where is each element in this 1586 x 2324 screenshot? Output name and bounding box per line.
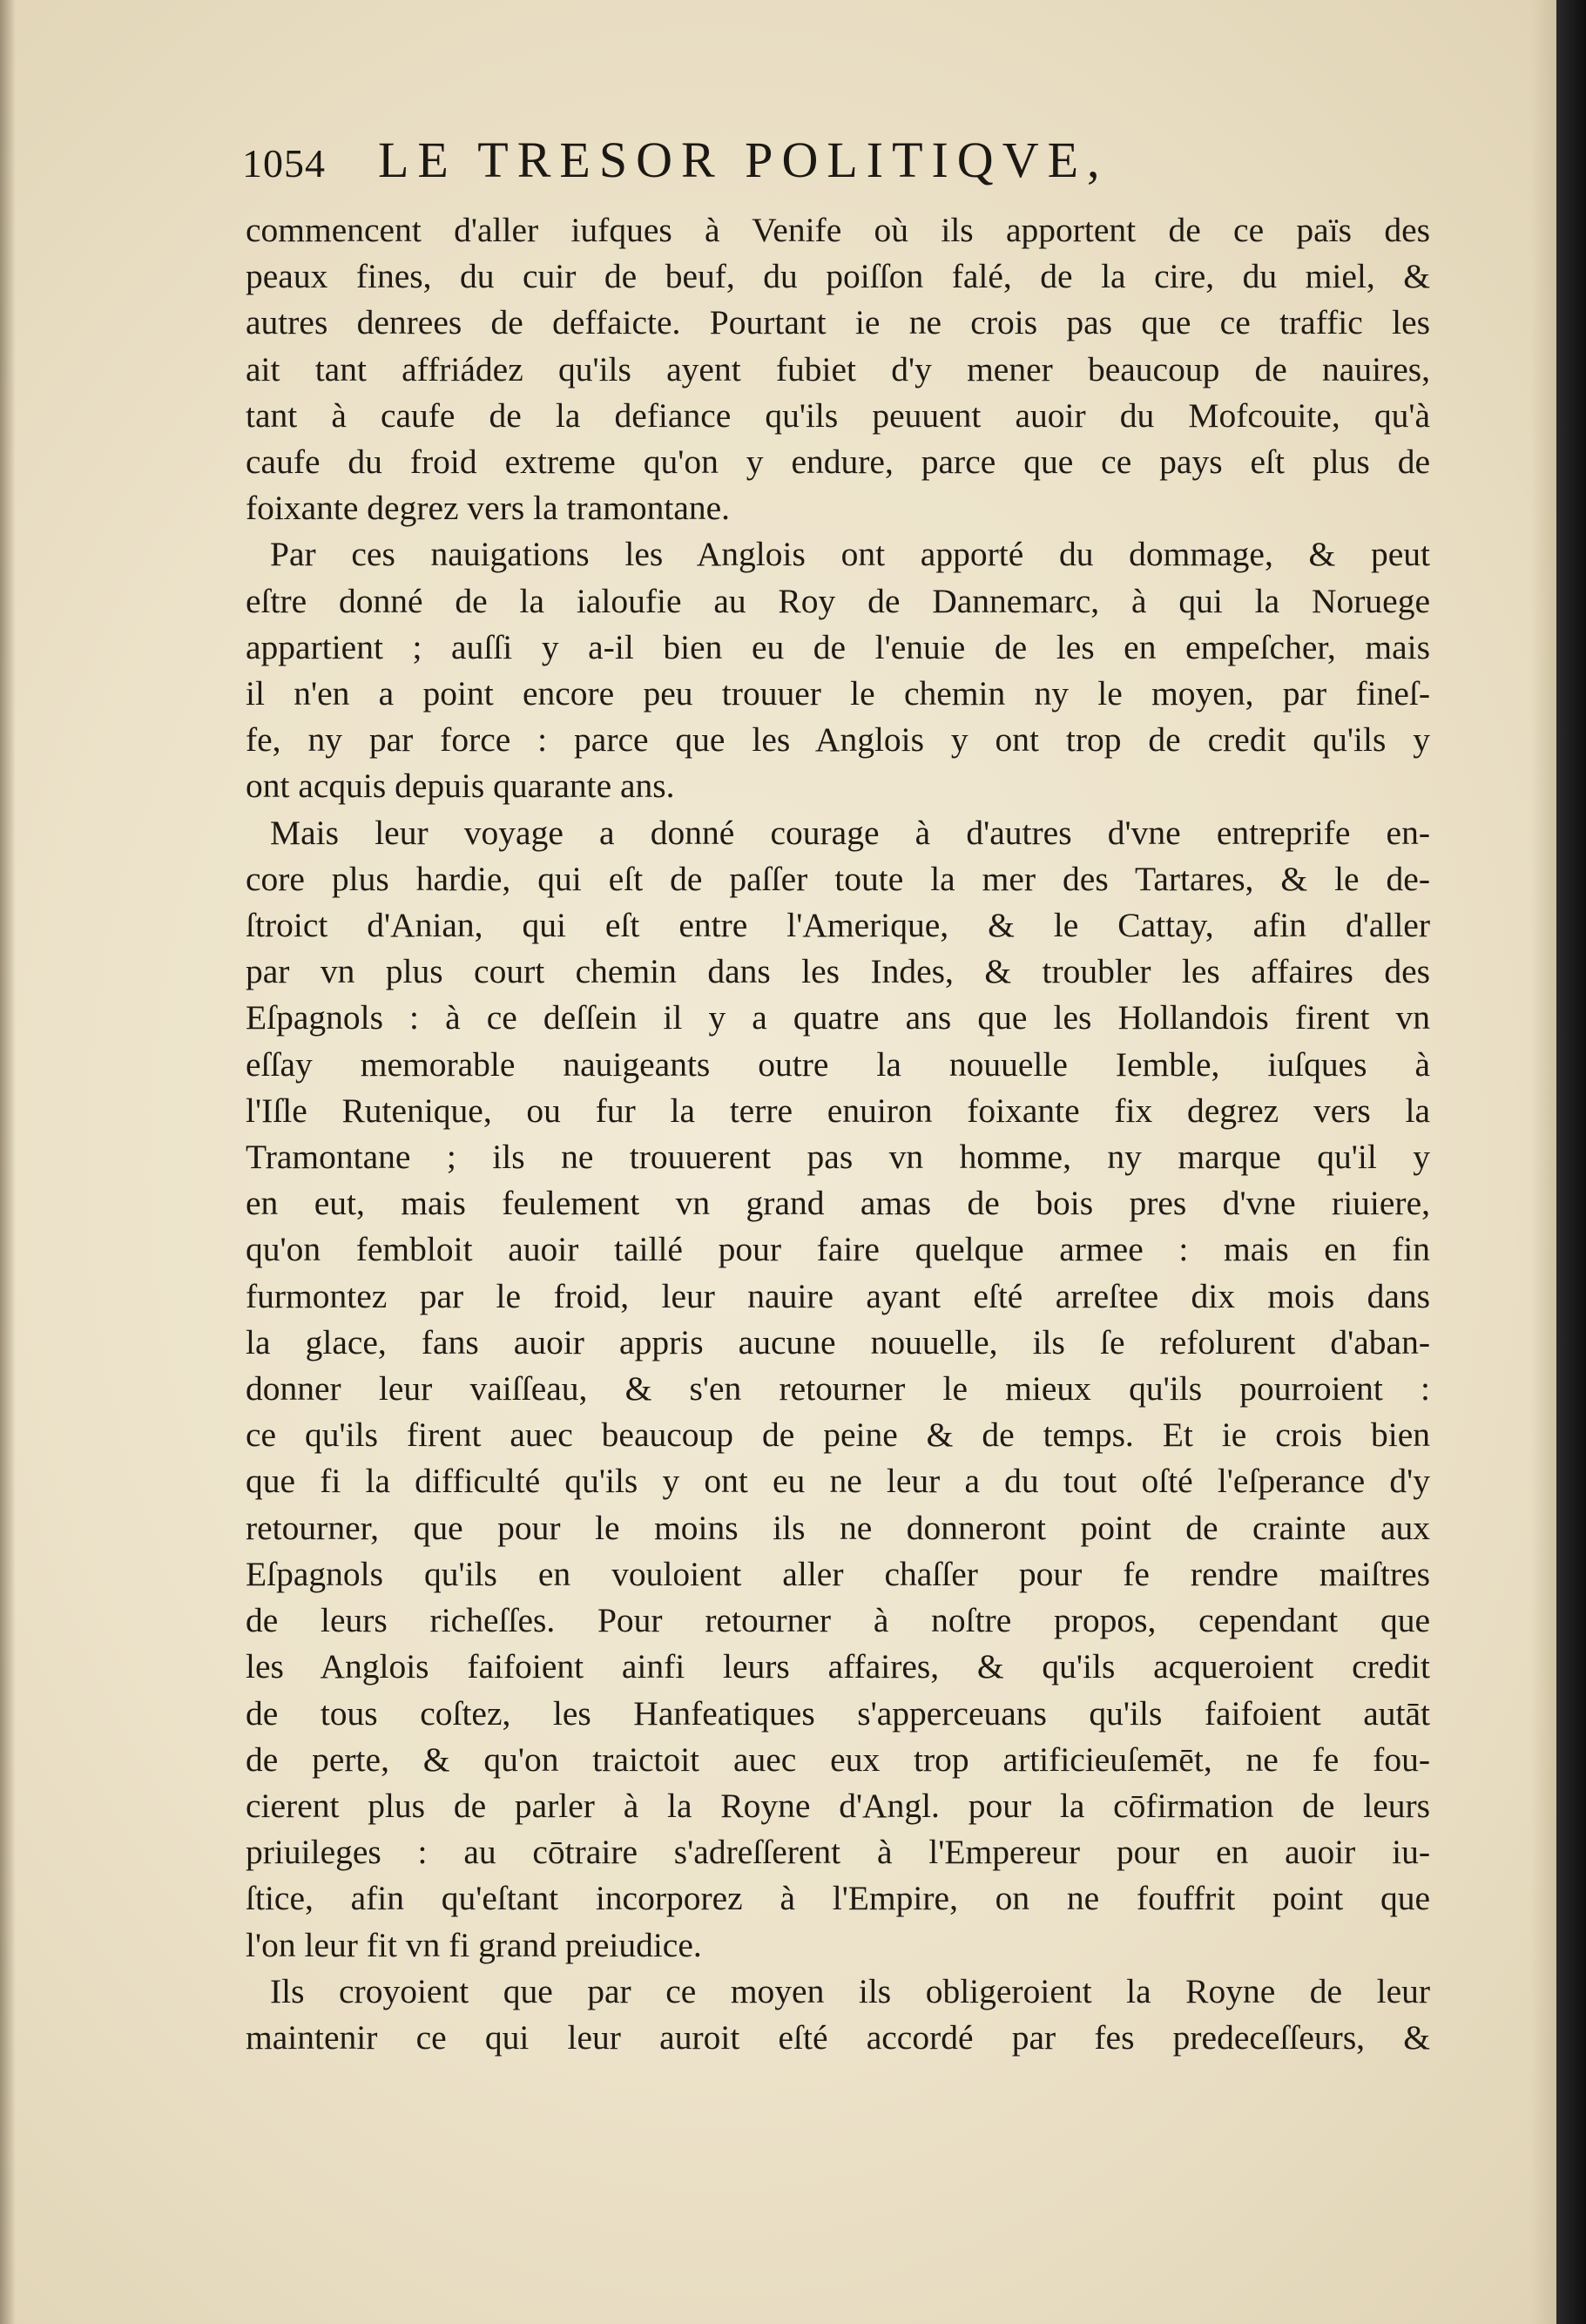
text-line: peaux fines, du cuir de beuf, du poiſſon falé, de la cire, du miel, &: [246, 257, 1430, 296]
text-line: eſſay memorable nauigeants outre la nouuelle Iemble, iuſques à: [246, 1044, 1430, 1084]
page-gutter-shadow: [0, 0, 16, 2324]
text-line: l'Iſle Rutenique, ou fur la terre enuiron foixante fix degrez vers la: [246, 1091, 1430, 1130]
body-text: [246, 207, 1430, 2061]
text-line: de perte, & qu'on traictoit auec eux trop artificieuſemēt, ne fe fou-: [246, 1740, 1430, 1779]
text-line: core plus hardie, qui eſt de paſſer toute la mer des Tartares, & le de-: [246, 859, 1430, 898]
text-line: appartient ; auſſi y a-il bien eu de l'enuie de les en empeſcher, mais: [246, 627, 1430, 666]
text-line: qu'on fembloit auoir taillé pour faire quelque armee : mais en fin: [246, 1230, 1430, 1269]
text-line: la glace, fans auoir appris aucune nouuelle, ils ſe refolurent d'aban-: [246, 1322, 1430, 1361]
text-line: retourner, que pour le moins ils ne donneront point de crainte aux: [246, 1508, 1430, 1547]
text-line: foixante degrez vers la tramontane.: [246, 489, 731, 528]
text-line: ſtroict d'Anian, qui eſt entre l'Amerique, & le Cattay, afin d'aller: [246, 906, 1430, 945]
text-line: Ils croyoient que par ce moyen ils obligeroient la Royne de leur: [270, 1971, 1430, 2010]
text-line: cierent plus de parler à la Royne d'Angl. pour la cōfirmation de leurs: [246, 1786, 1430, 1825]
page-number: 1054: [242, 141, 326, 186]
page-header: [242, 131, 1444, 189]
text-line: maintenir ce qui leur auroit eſté accordé par fes predeceſſeurs, &: [246, 2017, 1430, 2057]
text-line: il n'en a point encore peu trouuer le chemin ny le moyen, par fineſ-: [246, 674, 1430, 713]
text-line: eſtre donné de la ialoufie au Roy de Dannemarc, à qui la Noruege: [246, 581, 1430, 620]
text-line: de leurs richeſſes. Pour retourner à noſtre propos, cependant que: [246, 1601, 1430, 1640]
text-line: furmontez par le froid, leur nauire ayant eſté arreſtee dix mois dans: [246, 1276, 1430, 1315]
text-line: ont acquis depuis quarante ans.: [246, 767, 675, 806]
text-line: priuileges : au cōtraire s'adreſſerent à l'Empereur pour en auoir iu-: [246, 1833, 1430, 1872]
text-line: fe, ny par force : parce que les Anglois y ont trop de credit qu'ils y: [246, 720, 1430, 760]
text-line: de tous coſtez, les Hanfeatiques s'apperceuans qu'ils faifoient autāt: [246, 1693, 1430, 1733]
page-edge-shading: [1530, 0, 1556, 2324]
text-line: commencent d'aller iufques à Venife où ils apportent de ce païs des: [246, 211, 1430, 249]
text-line: ait tant affriádez qu'ils ayent fubiet d'y mener beaucoup de nauires,: [246, 349, 1430, 388]
text-line: Mais leur voyage a donné courage à d'autres d'vne entreprife en-: [270, 813, 1430, 852]
text-line: Eſpagnols : à ce deſſein il y a quatre ans que les Hollandois firent vn: [246, 998, 1430, 1037]
text-line: caufe du froid extreme qu'on y endure, parce que ce pays eſt plus de: [246, 443, 1430, 482]
text-line: tant à caufe de la defiance qu'ils peuuent auoir du Mofcouite, qu'à: [246, 395, 1430, 435]
text-line: les Anglois faifoient ainfi leurs affaires, & qu'ils acqueroient credit: [246, 1647, 1430, 1686]
running-title: LE TRESOR POLITIQVE,: [378, 132, 1109, 188]
text-line: ce qu'ils firent auec beaucoup de peine & de temps. Et ie crois bien: [246, 1415, 1430, 1455]
text-line: par vn plus court chemin dans les Indes, & troubler les affaires des: [246, 952, 1430, 991]
text-line: l'on leur fit vn fi grand preiudice.: [246, 1925, 702, 1964]
scan-border: [1556, 0, 1586, 2324]
text-line: Par ces nauigations les Anglois ont apporté du dommage, & peut: [270, 535, 1430, 574]
text-line: ſtice, afin qu'eſtant incorporez à l'Empire, on ne fouffrit point que: [246, 1879, 1430, 1918]
text-line: en eut, mais feulement vn grand amas de bois pres d'vne riuiere,: [246, 1184, 1430, 1223]
text-line: que fi la difficulté qu'ils y ont eu ne leur a du tout oſté l'eſperance d'y: [246, 1462, 1430, 1501]
text-line: Tramontane ; ils ne trouuerent pas vn homme, ny marque qu'il y: [246, 1138, 1430, 1177]
text-line: autres denrees de deffaicte. Pourtant ie ne crois pas que ce traffic les: [246, 303, 1430, 342]
text-line: Eſpagnols qu'ils en vouloient aller chaſſer pour fe rendre maiſtres: [246, 1554, 1430, 1593]
text-line: donner leur vaiſſeau, & s'en retourner le mieux qu'ils pourroient :: [246, 1369, 1430, 1409]
